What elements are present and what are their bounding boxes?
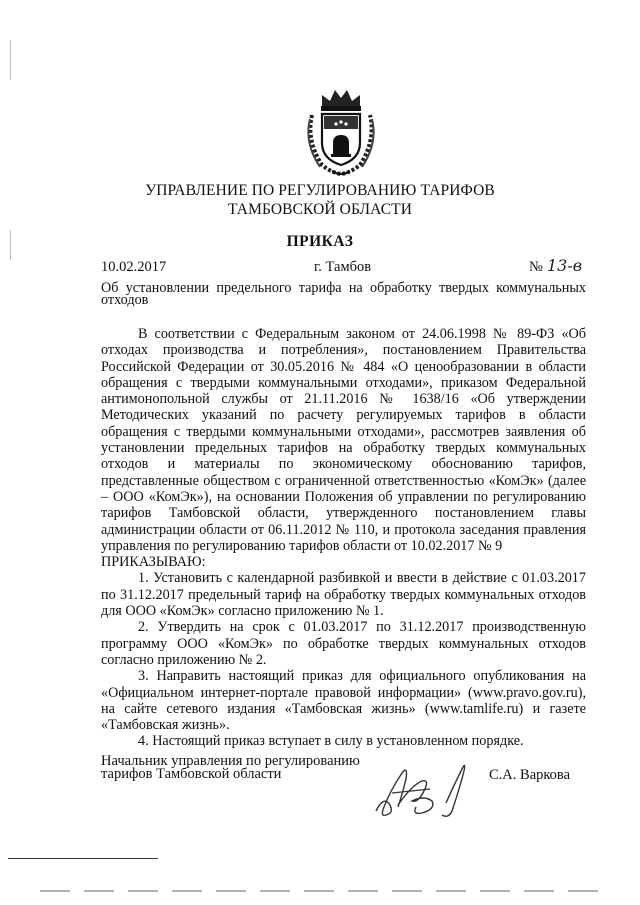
- order-item-4: 4. Настоящий приказ вступает в силу в установленном порядке.: [138, 733, 524, 750]
- document-city: г. Тамбов: [314, 259, 372, 275]
- order-item-2: 2. Утвердить на срок с 01.03.2017 по 31.12.2017 производственную программу ООО «КомЭк» по обработке твердых коммунальных отходов согласно приложению № 2.: [101, 619, 586, 668]
- signer-position-line1: Начальник управления по регулированию: [101, 753, 360, 769]
- scan-margin-mark: [10, 40, 11, 80]
- tambov-coat-of-arms-icon: [302, 85, 380, 177]
- document-date: 10.02.2017: [101, 259, 167, 275]
- signer-name: С.А. Варкова: [489, 767, 571, 783]
- organization-name-line1: УПРАВЛЕНИЕ ПО РЕГУЛИРОВАНИЮ ТАРИФОВ: [145, 182, 495, 199]
- order-item-3: 3. Направить настоящий приказ для официального опубликования на «Официальном интернет-портале правовой информации» (www.pravo.gov.ru), на сайте сетевого издания «Тамбовская жизнь» (www.tamlife.ru) и газете «Тамбовская жизнь».: [101, 668, 586, 734]
- document-number-handwritten: 13-в: [547, 256, 583, 275]
- document-body: [101, 326, 586, 750]
- preamble-paragraph: В соответствии с Федеральным законом от 24.06.1998 № 89-ФЗ «Об отходах производства и потребления», постановлением Правительства Российской Федерации от 30.05.2016 № 484 «О ценообразовании в области обращения с твердыми коммунальными отходами», приказом Федеральной антимонопольной службы от 21.11.2016 № 1638/16 «Об утверждении Методических указаний по расчету регулируемых тарифов в области обращения с твердыми коммунальными отходами», рассмотрев заявления об установлении предельных тарифов на обработку твердых коммунальных отходов и материалы по экономическому обоснованию тарифов, представленные обществом с ограниченной ответственностью «КомЭк» (далее – ООО «КомЭк»), на основании Положения об управлении по регулированию тарифов Тамбовской области, утвержденного постановлением главы администрации области от 06.11.2012 № 110, и протокола заседания правления управления по регулированию тарифов области от 10.02.2017 № 9: [101, 326, 586, 554]
- signer-position: [101, 755, 360, 781]
- footnote-divider: [8, 858, 158, 859]
- scan-bottom-edge: [0, 890, 640, 892]
- handwritten-signature-icon: [372, 755, 482, 825]
- order-item-1: 1. Установить с календарной разбивкой и ввести в действие с 01.03.2017 по 31.12.2017 предельный тариф на обработку твердых коммунальных отходов для ООО «КомЭк» согласно приложению № 1.: [101, 570, 586, 620]
- document-type: ПРИКАЗ: [286, 233, 354, 250]
- signer-position-line2: тарифов Тамбовской области: [101, 766, 282, 782]
- organization-name-line2: ТАМБОВСКОЙ ОБЛАСТИ: [228, 201, 412, 218]
- document-subject: Об установлении предельного тарифа на обработку твердых коммунальных отходов: [101, 280, 586, 308]
- order-word: ПРИКАЗЫВАЮ:: [101, 554, 206, 571]
- document-number-label: №: [529, 259, 543, 275]
